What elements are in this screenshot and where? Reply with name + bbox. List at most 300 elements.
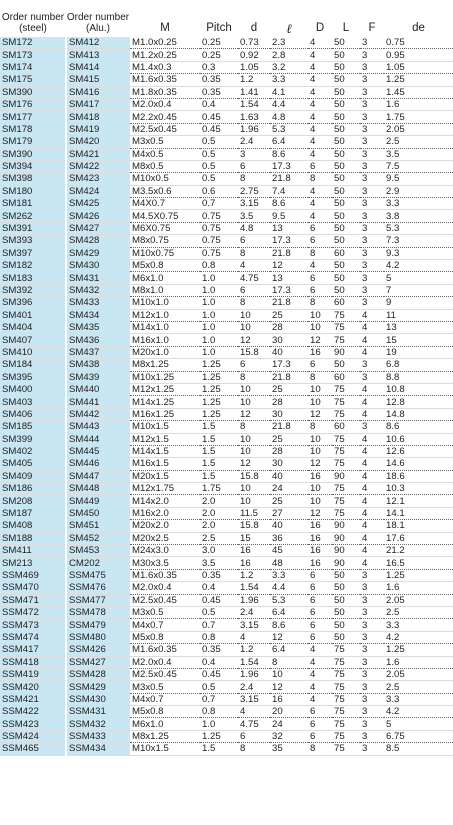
- cell-pitch: 1.5: [200, 743, 238, 755]
- cell-thread-m: M14x1.5: [130, 445, 200, 457]
- cell-D: 10: [308, 433, 332, 445]
- cell-F: 4: [360, 507, 384, 519]
- header-L: L: [342, 22, 350, 34]
- table-row: [0, 247, 453, 259]
- cell-l: 25: [270, 433, 308, 445]
- cell-order-steel: SSM418: [0, 656, 66, 668]
- cell-pitch: 0.8: [200, 260, 238, 272]
- cell-thread-m: M1.6x0.35: [130, 569, 200, 581]
- cell-D: 8: [308, 297, 332, 309]
- cell-pitch: 0.4: [200, 656, 238, 668]
- cell-l: 24: [270, 483, 308, 495]
- cell-D: 6: [308, 619, 332, 631]
- cell-order-steel: SSM471: [0, 594, 66, 606]
- cell-L: 50: [332, 185, 360, 197]
- cell-l: 2.8: [270, 49, 308, 61]
- cell-pitch: 1.5: [200, 433, 238, 445]
- cell-thread-m: M10x0.5: [130, 173, 200, 185]
- cell-D: 4: [308, 210, 332, 222]
- cell-d: 12: [238, 458, 270, 470]
- cell-d: 1.2: [238, 74, 270, 86]
- cell-l: 13: [270, 272, 308, 284]
- cell-order-steel: SSM473: [0, 619, 66, 631]
- cell-l: 32: [270, 730, 308, 742]
- cell-pitch: 1.75: [200, 483, 238, 495]
- cell-order-alu: SSM432: [66, 718, 130, 730]
- cell-order-alu: SSM477: [66, 594, 130, 606]
- cell-l: 4.4: [270, 98, 308, 110]
- cell-order-alu: SM453: [66, 545, 130, 557]
- cell-d: 6: [238, 359, 270, 371]
- cell-D: 16: [308, 532, 332, 544]
- cell-d: 10: [238, 433, 270, 445]
- cell-l: 21.8: [270, 297, 308, 309]
- cell-L: 50: [332, 160, 360, 172]
- cell-L: 60: [332, 247, 360, 259]
- cell-F: 4: [360, 532, 384, 544]
- cell-l: 5.3: [270, 594, 308, 606]
- table-row: [0, 148, 453, 160]
- cell-l: 21.8: [270, 247, 308, 259]
- cell-D: 6: [308, 706, 332, 718]
- cell-de: 14.1: [384, 507, 453, 519]
- cell-D: 4: [308, 644, 332, 656]
- cell-de: 17.6: [384, 532, 453, 544]
- cell-D: 16: [308, 557, 332, 569]
- cell-d: 2.4: [238, 606, 270, 618]
- cell-pitch: 1.0: [200, 346, 238, 358]
- cell-L: 50: [332, 74, 360, 86]
- cell-pitch: 0.6: [200, 185, 238, 197]
- cell-pitch: 0.35: [200, 569, 238, 581]
- cell-thread-m: M4x0.5: [130, 148, 200, 160]
- cell-thread-m: M2.5x0.45: [130, 123, 200, 135]
- cell-thread-m: M3x0.5: [130, 606, 200, 618]
- cell-order-steel: SM394: [0, 160, 66, 172]
- cell-pitch: 2.0: [200, 507, 238, 519]
- cell-L: 75: [332, 644, 360, 656]
- cell-D: 8: [308, 371, 332, 383]
- cell-order-alu: SSM428: [66, 668, 130, 680]
- cell-de: 9.5: [384, 173, 453, 185]
- cell-pitch: 0.75: [200, 210, 238, 222]
- cell-F: 3: [360, 606, 384, 618]
- cell-pitch: 1.25: [200, 383, 238, 395]
- table-row: [0, 594, 453, 606]
- cell-order-steel: SM262: [0, 210, 66, 222]
- cell-d: 8: [238, 421, 270, 433]
- cell-thread-m: M14x1.0: [130, 321, 200, 333]
- cell-L: 50: [332, 272, 360, 284]
- cell-L: 75: [332, 693, 360, 705]
- table-row: [0, 445, 453, 457]
- cell-F: 4: [360, 408, 384, 420]
- cell-d: 10: [238, 321, 270, 333]
- cell-L: 90: [332, 557, 360, 569]
- cell-L: 75: [332, 668, 360, 680]
- cell-D: 4: [308, 668, 332, 680]
- cell-F: 3: [360, 297, 384, 309]
- cell-l: 28: [270, 445, 308, 457]
- cell-D: 10: [308, 396, 332, 408]
- cell-D: 16: [308, 470, 332, 482]
- cell-d: 8: [238, 247, 270, 259]
- cell-order-alu: SM430: [66, 260, 130, 272]
- table-row: [0, 606, 453, 618]
- cell-thread-m: M14x1.25: [130, 396, 200, 408]
- cell-order-steel: SM187: [0, 507, 66, 519]
- cell-F: 3: [360, 111, 384, 123]
- cell-F: 3: [360, 148, 384, 160]
- cell-order-alu: SM415: [66, 74, 130, 86]
- cell-d: 4: [238, 260, 270, 272]
- cell-d: 8: [238, 297, 270, 309]
- table-row: [0, 321, 453, 333]
- cell-pitch: 0.4: [200, 582, 238, 594]
- cell-d: 12: [238, 334, 270, 346]
- cell-order-alu: SM443: [66, 421, 130, 433]
- cell-L: 50: [332, 235, 360, 247]
- cell-pitch: 1.5: [200, 470, 238, 482]
- cell-d: 4: [238, 706, 270, 718]
- cell-D: 10: [308, 383, 332, 395]
- cell-thread-m: M10x1.5: [130, 421, 200, 433]
- cell-de: 2.05: [384, 594, 453, 606]
- cell-L: 75: [332, 458, 360, 470]
- cell-de: 16.5: [384, 557, 453, 569]
- cell-thread-m: M24x3.0: [130, 545, 200, 557]
- cell-D: 12: [308, 334, 332, 346]
- cell-F: 3: [360, 136, 384, 148]
- cell-pitch: 1.25: [200, 359, 238, 371]
- table-row: [0, 743, 453, 755]
- cell-d: 3.15: [238, 198, 270, 210]
- cell-F: 3: [360, 619, 384, 631]
- cell-de: 2.5: [384, 136, 453, 148]
- cell-order-steel: SSM421: [0, 693, 66, 705]
- cell-D: 6: [308, 359, 332, 371]
- cell-l: 48: [270, 557, 308, 569]
- cell-order-steel: SM176: [0, 98, 66, 110]
- cell-thread-m: M1.4x0.3: [130, 61, 200, 73]
- cell-F: 4: [360, 557, 384, 569]
- cell-F: 3: [360, 272, 384, 284]
- cell-order-steel: SM407: [0, 334, 66, 346]
- cell-d: 2.4: [238, 136, 270, 148]
- cell-de: 2.5: [384, 681, 453, 693]
- cell-order-steel: SM396: [0, 297, 66, 309]
- cell-order-alu: SSM431: [66, 706, 130, 718]
- cell-l: 20: [270, 706, 308, 718]
- cell-pitch: 1.25: [200, 371, 238, 383]
- cell-order-alu: SM432: [66, 284, 130, 296]
- cell-order-steel: SM390: [0, 86, 66, 98]
- cell-F: 3: [360, 644, 384, 656]
- cell-l: 13: [270, 222, 308, 234]
- cell-de: 7.3: [384, 235, 453, 247]
- cell-pitch: 1.5: [200, 458, 238, 470]
- cell-pitch: 2.0: [200, 520, 238, 532]
- cell-thread-m: M4X0.7: [130, 198, 200, 210]
- table-row: [0, 136, 453, 148]
- table-row: [0, 644, 453, 656]
- cell-order-alu: SSM478: [66, 606, 130, 618]
- cell-d: 10: [238, 495, 270, 507]
- cell-order-steel: SM409: [0, 470, 66, 482]
- cell-thread-m: M4x0.7: [130, 619, 200, 631]
- cell-L: 75: [332, 383, 360, 395]
- cell-order-steel: SSM417: [0, 644, 66, 656]
- cell-L: 50: [332, 86, 360, 98]
- cell-thread-m: M16x1.25: [130, 408, 200, 420]
- cell-pitch: 0.5: [200, 681, 238, 693]
- cell-pitch: 0.25: [200, 37, 238, 49]
- cell-order-alu: SM421: [66, 148, 130, 160]
- cell-d: 10: [238, 483, 270, 495]
- table-row: [0, 210, 453, 222]
- cell-thread-m: M12x1.75: [130, 483, 200, 495]
- cell-order-alu: SM447: [66, 470, 130, 482]
- cell-F: 3: [360, 235, 384, 247]
- cell-D: 4: [308, 61, 332, 73]
- cell-L: 60: [332, 421, 360, 433]
- cell-L: 50: [332, 222, 360, 234]
- cell-d: 0.73: [238, 37, 270, 49]
- cell-thread-m: M8x0.75: [130, 235, 200, 247]
- cell-L: 50: [332, 173, 360, 185]
- cell-L: 75: [332, 396, 360, 408]
- cell-F: 4: [360, 321, 384, 333]
- cell-order-alu: CM202: [66, 557, 130, 569]
- cell-pitch: 3.0: [200, 545, 238, 557]
- cell-L: 50: [332, 37, 360, 49]
- cell-order-alu: SSM479: [66, 619, 130, 631]
- cell-F: 3: [360, 718, 384, 730]
- cell-L: 50: [332, 631, 360, 643]
- cell-thread-m: M2.0x0.4: [130, 98, 200, 110]
- cell-L: 75: [332, 445, 360, 457]
- cell-order-steel: SSM420: [0, 681, 66, 693]
- cell-thread-m: M16x1.0: [130, 334, 200, 346]
- cell-l: 6.4: [270, 644, 308, 656]
- cell-de: 18.6: [384, 470, 453, 482]
- cell-d: 0.92: [238, 49, 270, 61]
- cell-de: 1.75: [384, 111, 453, 123]
- cell-F: 4: [360, 470, 384, 482]
- cell-F: 3: [360, 98, 384, 110]
- cell-order-steel: SM390: [0, 148, 66, 160]
- table-row: [0, 383, 453, 395]
- cell-d: 15.8: [238, 346, 270, 358]
- cell-d: 8: [238, 743, 270, 755]
- cell-L: 50: [332, 61, 360, 73]
- cell-order-steel: SM182: [0, 260, 66, 272]
- table-row: [0, 160, 453, 172]
- cell-l: 3.3: [270, 569, 308, 581]
- cell-order-steel: SM172: [0, 37, 66, 49]
- table-row: [0, 582, 453, 594]
- cell-de: 18.1: [384, 520, 453, 532]
- cell-D: 4: [308, 198, 332, 210]
- header-order-alu: Order number (Alu.): [66, 12, 130, 34]
- cell-F: 3: [360, 656, 384, 668]
- cell-l: 45: [270, 545, 308, 557]
- cell-order-alu: SM445: [66, 445, 130, 457]
- table-row: [0, 123, 453, 135]
- cell-F: 3: [360, 681, 384, 693]
- cell-D: 16: [308, 545, 332, 557]
- cell-order-alu: SM423: [66, 173, 130, 185]
- cell-de: 3.8: [384, 210, 453, 222]
- cell-order-steel: SM411: [0, 545, 66, 557]
- cell-F: 4: [360, 309, 384, 321]
- cell-F: 3: [360, 359, 384, 371]
- table-header-row: [0, 0, 453, 37]
- header-F: F: [368, 22, 376, 34]
- cell-l: 35: [270, 743, 308, 755]
- cell-order-steel: SM173: [0, 49, 66, 61]
- cell-order-steel: SM404: [0, 321, 66, 333]
- cell-thread-m: M10x1.0: [130, 297, 200, 309]
- cell-d: 10: [238, 396, 270, 408]
- cell-L: 90: [332, 470, 360, 482]
- cell-D: 4: [308, 123, 332, 135]
- header-D: D: [315, 22, 325, 34]
- table-row: [0, 98, 453, 110]
- cell-de: 1.25: [384, 569, 453, 581]
- cell-D: 16: [308, 346, 332, 358]
- cell-thread-m: M1.0x0.25: [130, 37, 200, 49]
- cell-F: 4: [360, 396, 384, 408]
- cell-pitch: 0.5: [200, 606, 238, 618]
- cell-F: 3: [360, 284, 384, 296]
- cell-F: 4: [360, 483, 384, 495]
- cell-L: 50: [332, 136, 360, 148]
- cell-F: 4: [360, 445, 384, 457]
- cell-thread-m: M4.5X0.75: [130, 210, 200, 222]
- table-row: [0, 111, 453, 123]
- cell-l: 4.1: [270, 86, 308, 98]
- cell-de: 7: [384, 284, 453, 296]
- cell-pitch: 1.0: [200, 284, 238, 296]
- cell-pitch: 0.25: [200, 49, 238, 61]
- cell-thread-m: M16x2.0: [130, 507, 200, 519]
- cell-thread-m: M2.5x0.45: [130, 594, 200, 606]
- cell-order-alu: SM429: [66, 247, 130, 259]
- table-row: [0, 49, 453, 61]
- cell-order-steel: SSM424: [0, 730, 66, 742]
- cell-de: 1.6: [384, 656, 453, 668]
- cell-L: 75: [332, 495, 360, 507]
- cell-L: 50: [332, 569, 360, 581]
- cell-d: 4.75: [238, 272, 270, 284]
- cell-F: 3: [360, 569, 384, 581]
- cell-L: 50: [332, 98, 360, 110]
- cell-pitch: 1.0: [200, 309, 238, 321]
- cell-pitch: 0.3: [200, 61, 238, 73]
- cell-order-steel: SM401: [0, 309, 66, 321]
- cell-order-alu: SSM429: [66, 681, 130, 693]
- cell-order-alu: SM439: [66, 371, 130, 383]
- cell-l: 6.4: [270, 136, 308, 148]
- cell-order-steel: SM405: [0, 458, 66, 470]
- cell-pitch: 1.0: [200, 272, 238, 284]
- table-row: [0, 718, 453, 730]
- cell-d: 15.8: [238, 520, 270, 532]
- cell-L: 50: [332, 594, 360, 606]
- table-row: [0, 656, 453, 668]
- table-row: [0, 421, 453, 433]
- table-row: [0, 458, 453, 470]
- cell-F: 3: [360, 582, 384, 594]
- table-row: [0, 706, 453, 718]
- cell-de: 2.5: [384, 606, 453, 618]
- table-row: [0, 433, 453, 445]
- cell-F: 4: [360, 334, 384, 346]
- cell-thread-m: M20x2.0: [130, 520, 200, 532]
- header-m: M: [160, 22, 170, 34]
- cell-D: 8: [308, 743, 332, 755]
- cell-F: 3: [360, 210, 384, 222]
- cell-F: 3: [360, 743, 384, 755]
- header-pitch: Pitch: [206, 22, 232, 34]
- cell-thread-m: M30x3.5: [130, 557, 200, 569]
- cell-pitch: 0.5: [200, 136, 238, 148]
- cell-order-alu: SM440: [66, 383, 130, 395]
- cell-l: 30: [270, 408, 308, 420]
- cell-order-steel: SM180: [0, 185, 66, 197]
- cell-D: 6: [308, 606, 332, 618]
- cell-order-steel: SSM465: [0, 743, 66, 755]
- cell-L: 75: [332, 507, 360, 519]
- cell-l: 2.3: [270, 37, 308, 49]
- cell-d: 6: [238, 730, 270, 742]
- cell-thread-m: M2.0x0.4: [130, 656, 200, 668]
- cell-D: 12: [308, 458, 332, 470]
- cell-D: 6: [308, 160, 332, 172]
- cell-pitch: 0.45: [200, 111, 238, 123]
- cell-pitch: 0.5: [200, 148, 238, 160]
- cell-l: 4.4: [270, 582, 308, 594]
- cell-de: 2.05: [384, 668, 453, 680]
- cell-l: 36: [270, 532, 308, 544]
- cell-d: 12: [238, 408, 270, 420]
- cell-D: 10: [308, 321, 332, 333]
- cell-D: 6: [308, 272, 332, 284]
- cell-pitch: 0.35: [200, 74, 238, 86]
- cell-D: 6: [308, 235, 332, 247]
- cell-L: 75: [332, 743, 360, 755]
- cell-D: 4: [308, 185, 332, 197]
- table-row: [0, 408, 453, 420]
- cell-d: 3.15: [238, 619, 270, 631]
- cell-D: 4: [308, 37, 332, 49]
- cell-de: 7.5: [384, 160, 453, 172]
- table-row: [0, 470, 453, 482]
- cell-D: 6: [308, 730, 332, 742]
- table-row: [0, 693, 453, 705]
- cell-order-steel: SM174: [0, 61, 66, 73]
- cell-pitch: 0.45: [200, 123, 238, 135]
- cell-F: 3: [360, 49, 384, 61]
- table-row: [0, 235, 453, 247]
- cell-order-alu: SM420: [66, 136, 130, 148]
- cell-de: 14.6: [384, 458, 453, 470]
- cell-l: 3.2: [270, 61, 308, 73]
- cell-l: 9.5: [270, 210, 308, 222]
- cell-l: 8.6: [270, 148, 308, 160]
- cell-pitch: 1.0: [200, 321, 238, 333]
